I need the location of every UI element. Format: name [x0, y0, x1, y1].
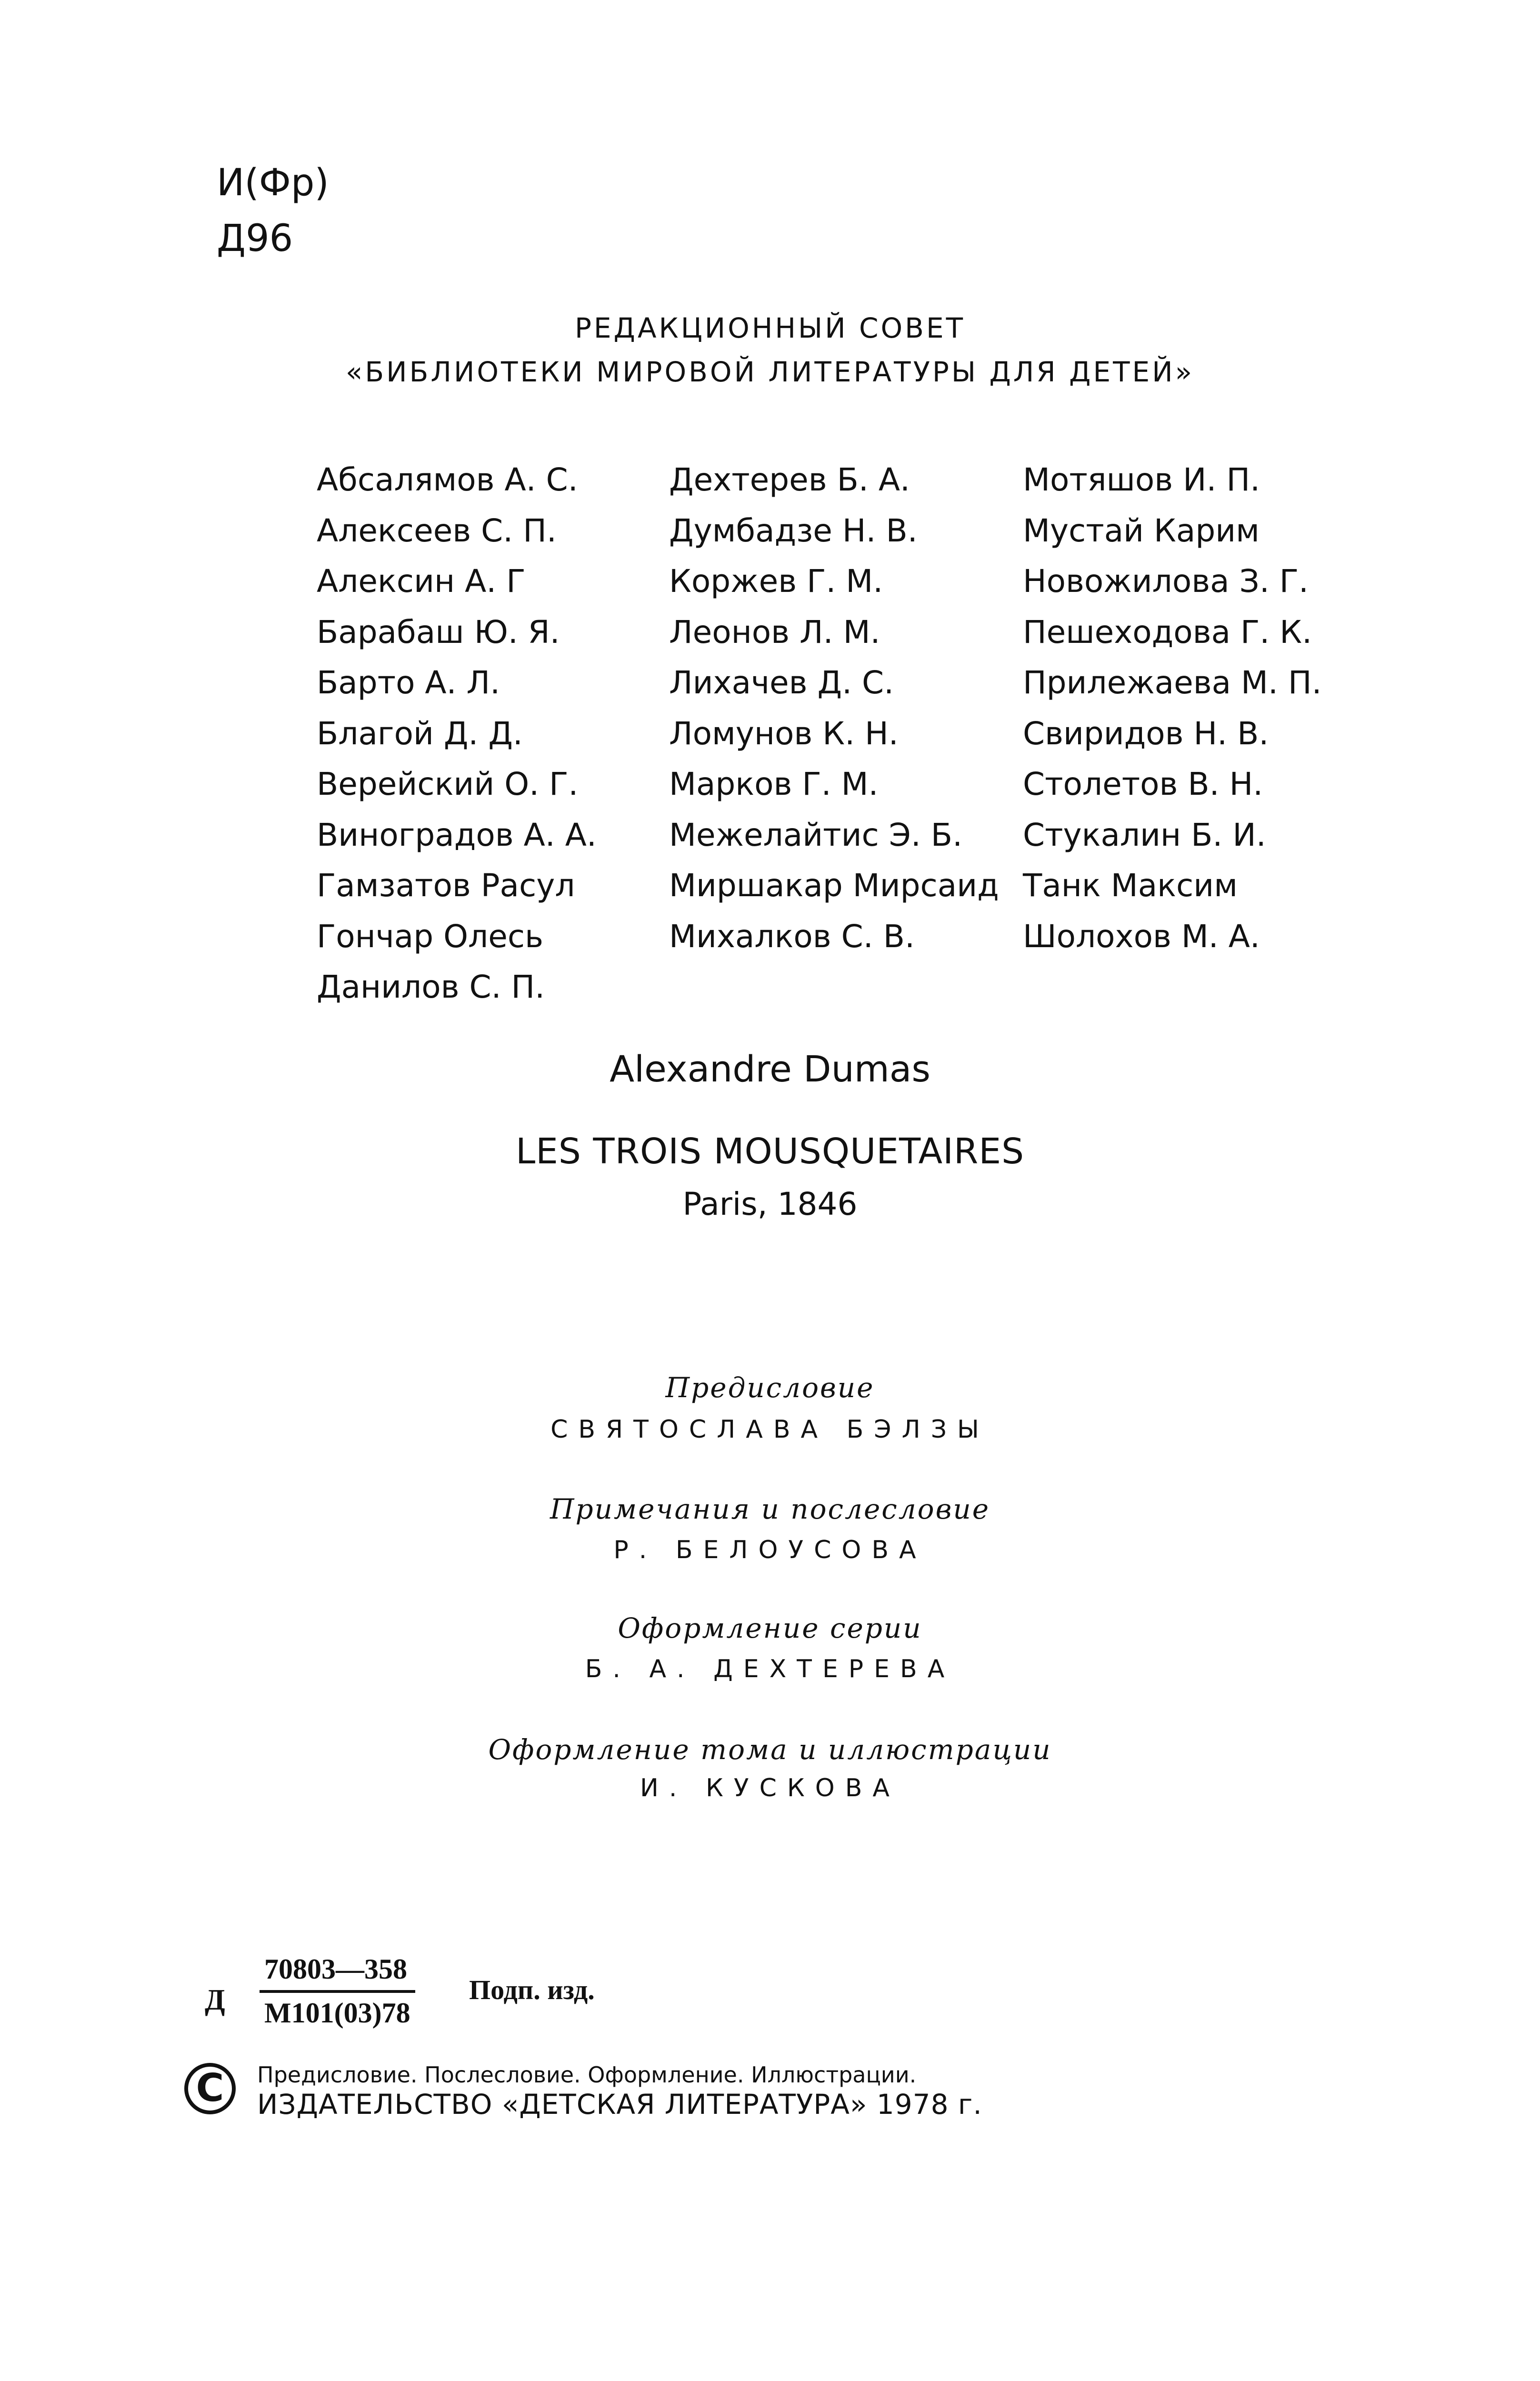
council-member: Межелайтис Э. Б.	[669, 816, 963, 853]
council-member: Верейский О. Г.	[317, 766, 579, 802]
credit-name-illustrations: И. КУСКОВА	[640, 1774, 900, 1802]
council-member: Гончар Олесь	[317, 918, 544, 955]
publication-letter: Д	[205, 1984, 225, 2016]
publication-numerator: 70803—358	[260, 1955, 415, 1993]
council-member: Пешеходова Г. К.	[1023, 613, 1312, 650]
publication-note: Подп. изд.	[469, 1974, 595, 2005]
council-member: Мотяшов И. П.	[1023, 461, 1260, 498]
council-member: Танк Максим	[1023, 867, 1238, 904]
council-member: Мустай Карим	[1023, 512, 1260, 549]
copyright-items: Предисловие. Послесловие. Оформление. Иллюстрации.	[257, 2062, 917, 2088]
council-member: Стукалин Б. И.	[1023, 816, 1266, 853]
publication-index	[260, 1955, 415, 2027]
members-column-3	[1023, 455, 1322, 962]
council-member: Шолохов М. А.	[1023, 918, 1260, 955]
council-member: Михалков С. В.	[669, 918, 915, 955]
council-member: Марков Г. М.	[669, 766, 879, 802]
council-member: Данилов С. П.	[317, 969, 545, 1005]
council-member: Дехтерев Б. А.	[669, 461, 910, 498]
credit-name-notes: Р. БЕЛОУСОВА	[613, 1536, 927, 1564]
svg-text:C: C	[196, 2066, 224, 2110]
publication-denominator: М101(03)78	[264, 1997, 410, 2029]
council-member: Барто А. Л.	[317, 664, 500, 701]
council-member: Алексин А. Г	[317, 563, 526, 600]
council-member: Алексеев С. П.	[317, 512, 557, 549]
council-member: Лихачев Д. С.	[669, 664, 894, 701]
members-column-1	[317, 455, 597, 1013]
copyright-publisher: ИЗДАТЕЛЬСТВО «ДЕТСКАЯ ЛИТЕРАТУРА» 1978 г.	[257, 2088, 982, 2121]
council-member: Виноградов А. А.	[317, 816, 597, 853]
council-member: Новожилова З. Г.	[1023, 563, 1309, 600]
credit-name-preface: СВЯТОСЛАВА БЭЛЗЫ	[550, 1415, 990, 1444]
council-member: Свиридов Н. В.	[1023, 715, 1269, 752]
council-member: Миршакар Мирсаид	[669, 867, 999, 904]
original-title: LES TROIS MOUSQUETAIRES	[515, 1131, 1025, 1172]
council-member: Абсалямов А. С.	[317, 461, 578, 498]
council-member: Прилежаева М. П.	[1023, 664, 1322, 701]
original-author: Alexandre Dumas	[610, 1048, 930, 1090]
credit-role-notes: Примечания и послесловие	[550, 1493, 990, 1525]
credit-role-illustrations: Оформление тома и иллюстрации	[488, 1733, 1052, 1766]
original-place-year: Paris, 1846	[682, 1186, 858, 1222]
council-member: Думбадзе Н. В.	[669, 512, 918, 549]
credit-role-preface: Предисловие	[665, 1371, 875, 1404]
author-mark: Д96	[217, 217, 293, 260]
council-member: Благой Д. Д.	[317, 715, 523, 752]
council-member: Леонов Л. М.	[669, 613, 880, 650]
classification-code: И(Фр)	[217, 161, 329, 204]
members-column-2	[669, 455, 999, 962]
credit-name-series-design: Б. А. ДЕХТЕРЕВА	[585, 1655, 955, 1683]
council-member: Коржев Г. М.	[669, 563, 883, 600]
council-member: Барабаш Ю. Я.	[317, 613, 560, 650]
council-member: Столетов В. Н.	[1023, 766, 1263, 802]
council-series-title: «БИБЛИОТЕКИ МИРОВОЙ ЛИТЕРАТУРЫ ДЛЯ ДЕТЕЙ»	[345, 356, 1195, 388]
copyright-icon	[183, 2062, 237, 2115]
council-member: Гамзатов Расул	[317, 867, 575, 904]
credit-role-series-design: Оформление серии	[618, 1612, 922, 1644]
council-member: Ломунов К. Н.	[669, 715, 899, 752]
council-heading: РЕДАКЦИОННЫЙ СОВЕТ	[574, 312, 966, 344]
